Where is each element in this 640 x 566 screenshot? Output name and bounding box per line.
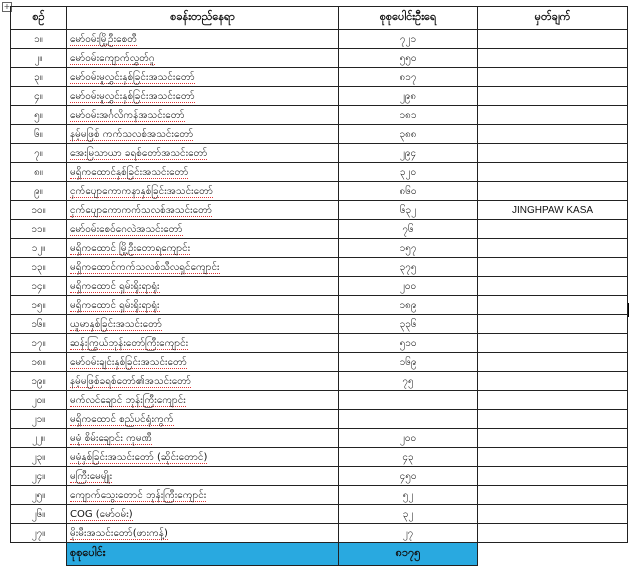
row-note[interactable] bbox=[478, 448, 628, 467]
row-count[interactable]: ၁၅၇ bbox=[339, 239, 478, 258]
row-note[interactable] bbox=[478, 334, 628, 353]
row-number[interactable]: ၂၆။ bbox=[11, 505, 67, 524]
row-note[interactable] bbox=[478, 125, 628, 144]
table-row bbox=[11, 30, 628, 49]
row-note[interactable] bbox=[478, 87, 628, 106]
row-number[interactable]: ၂၅။ bbox=[11, 486, 67, 505]
row-location[interactable] bbox=[67, 277, 339, 296]
total-label: စုစုပေါင်း bbox=[67, 543, 339, 566]
table-row bbox=[11, 125, 628, 144]
table-row bbox=[11, 201, 628, 220]
row-location[interactable] bbox=[67, 182, 339, 201]
row-count[interactable]: ၄၅၀ bbox=[339, 467, 478, 486]
table-row bbox=[11, 391, 628, 410]
row-location[interactable] bbox=[67, 125, 339, 144]
table-row bbox=[11, 106, 628, 125]
row-location[interactable] bbox=[67, 239, 339, 258]
row-location[interactable] bbox=[67, 201, 339, 220]
row-location-text: မော်ဝမ်းကျောက်လွှတ်ဂူ bbox=[70, 52, 155, 64]
row-count[interactable]: ၃၃၆ bbox=[339, 315, 478, 334]
row-count[interactable]: ၂၉၈ bbox=[339, 87, 478, 106]
row-location-text: မမုံနှစ်ခြင်းအသင်းတော် (ဆိုင်းတောင်) bbox=[70, 451, 208, 463]
row-note[interactable] bbox=[478, 49, 628, 68]
header-row bbox=[11, 7, 628, 30]
row-count[interactable]: ၄၃ bbox=[339, 448, 478, 467]
row-note[interactable] bbox=[478, 220, 628, 239]
row-note[interactable] bbox=[478, 353, 628, 372]
row-count[interactable]: ၁၈၁ bbox=[339, 106, 478, 125]
row-number[interactable]: ၆။ bbox=[11, 125, 67, 144]
table-row bbox=[11, 144, 628, 163]
row-note[interactable] bbox=[478, 315, 628, 334]
row-location-text: ဆန်းကြွယ်ဘုန်းတော်ကြီးကျောင်း bbox=[70, 337, 189, 349]
row-location[interactable] bbox=[67, 315, 339, 334]
row-count[interactable]: ၂၀၀ bbox=[339, 429, 478, 448]
row-note[interactable] bbox=[478, 182, 628, 201]
row-note[interactable] bbox=[478, 277, 628, 296]
total-row bbox=[11, 543, 628, 566]
row-location[interactable] bbox=[67, 68, 339, 87]
row-number[interactable]: ၈။ bbox=[11, 163, 67, 182]
row-location-text: COG (မော်ဝမ်း) bbox=[70, 508, 133, 520]
row-location[interactable] bbox=[67, 258, 339, 277]
row-number[interactable]: ၉။ bbox=[11, 182, 67, 201]
row-location-text: မရှိကထောင်ကက်သလစ်သီလရှင်ကျောင်း bbox=[70, 261, 220, 273]
row-location[interactable] bbox=[67, 334, 339, 353]
row-note[interactable] bbox=[478, 524, 628, 543]
row-location-text: မရှိကထောင်နှစ်ခြင်းအသင်းတော် bbox=[70, 166, 189, 178]
table-row bbox=[11, 315, 628, 334]
row-number[interactable]: ၅။ bbox=[11, 106, 67, 125]
row-count[interactable]: ၈၁၇ bbox=[339, 68, 478, 87]
row-number[interactable]: ၁၈။ bbox=[11, 353, 67, 372]
table-row bbox=[11, 182, 628, 201]
table-row bbox=[11, 486, 628, 505]
row-note[interactable] bbox=[478, 467, 628, 486]
table-move-handle-icon[interactable]: + bbox=[3, 2, 11, 11]
table-row bbox=[11, 467, 628, 486]
row-location[interactable] bbox=[67, 296, 339, 315]
table-row bbox=[11, 372, 628, 391]
table-row bbox=[11, 68, 628, 87]
row-number[interactable]: ၂၁။ bbox=[11, 410, 67, 429]
row-location[interactable] bbox=[67, 505, 339, 524]
row-location[interactable] bbox=[67, 144, 339, 163]
table-row bbox=[11, 410, 628, 429]
row-note[interactable] bbox=[478, 486, 628, 505]
row-location[interactable] bbox=[67, 524, 339, 543]
table-row bbox=[11, 258, 628, 277]
table-row bbox=[11, 448, 628, 467]
row-count[interactable]: ၅၁၀ bbox=[339, 334, 478, 353]
row-location[interactable] bbox=[67, 429, 339, 448]
row-location-text: နမ့်မဖြစ်ခရစ်တော်၏အသင်းတော် bbox=[70, 375, 192, 387]
row-number[interactable]: ၁၁။ bbox=[11, 220, 67, 239]
row-location[interactable] bbox=[67, 391, 339, 410]
row-location-text: မရှိကထောင် ရှမ်းရိုးရာရုံး bbox=[70, 280, 160, 292]
row-location-text: မရှိကထောင် မြို့ဦးတောရကျောင်း bbox=[70, 242, 191, 254]
row-location[interactable] bbox=[67, 486, 339, 505]
row-number[interactable]: ၁၄။ bbox=[11, 277, 67, 296]
row-location-text: မော်ဝမ်းမူလွှင်းနှစ်ခြင်းအသင်းတော် bbox=[70, 90, 195, 102]
row-note[interactable] bbox=[478, 68, 628, 87]
row-location[interactable] bbox=[67, 30, 339, 49]
row-location[interactable] bbox=[67, 220, 339, 239]
row-note[interactable] bbox=[478, 258, 628, 277]
text-cursor bbox=[628, 303, 629, 317]
row-count[interactable]: ၂၀၀ bbox=[339, 277, 478, 296]
row-number[interactable]: ၂၃။ bbox=[11, 448, 67, 467]
row-number[interactable]: ၁၉။ bbox=[11, 372, 67, 391]
row-count[interactable]: ၁၆၉ bbox=[339, 353, 478, 372]
row-number[interactable]: ၁၀။ bbox=[11, 201, 67, 220]
row-count[interactable]: ၃၇၅ bbox=[339, 258, 478, 277]
row-number[interactable]: ၃။ bbox=[11, 68, 67, 87]
row-location[interactable] bbox=[67, 353, 339, 372]
row-location-text: ငှက်ပျောကောကနာနှစ်ခြင်းအသင်းတော် bbox=[70, 185, 213, 197]
row-location-text: မမုံ စိမ်းချောင်း ကုမဏီ bbox=[70, 432, 152, 444]
row-note[interactable] bbox=[478, 410, 628, 429]
row-note[interactable] bbox=[478, 30, 628, 49]
row-number[interactable]: ၂၂။ bbox=[11, 429, 67, 448]
row-count[interactable] bbox=[339, 410, 478, 429]
row-count[interactable]: ၃၂၀ bbox=[339, 163, 478, 182]
row-count[interactable]: ၃၈၈ bbox=[339, 125, 478, 144]
row-note[interactable] bbox=[478, 144, 628, 163]
row-note[interactable]: JINGHPAW KASA bbox=[478, 201, 628, 220]
table-row bbox=[11, 163, 628, 182]
row-location[interactable] bbox=[67, 163, 339, 182]
row-count[interactable]: ၆၃၂ bbox=[339, 201, 478, 220]
table-row bbox=[11, 505, 628, 524]
row-location-text: ငှက်ပျောကောကက်သလစ်အသင်းတော် bbox=[70, 204, 212, 216]
header-no: စဉ် bbox=[11, 7, 67, 30]
row-note[interactable] bbox=[478, 391, 628, 410]
row-count[interactable]: ၃၂ bbox=[339, 505, 478, 524]
row-location-text: မော်ဝမ်းစေဝ်ဂေလဲအသင်းတော် bbox=[70, 223, 183, 235]
row-number[interactable]: ၇။ bbox=[11, 144, 67, 163]
row-number[interactable]: ၂၇။ bbox=[11, 524, 67, 543]
row-location-text: အေးမြသာယာ ခရစ်တော်အသင်းတော် bbox=[70, 147, 208, 159]
table-row bbox=[11, 220, 628, 239]
row-note[interactable] bbox=[478, 106, 628, 125]
row-count[interactable]: ၇၅ bbox=[339, 372, 478, 391]
row-number[interactable]: ၄။ bbox=[11, 87, 67, 106]
header-note: မှတ်ချက် bbox=[478, 7, 628, 30]
table-row bbox=[11, 87, 628, 106]
row-note[interactable] bbox=[478, 239, 628, 258]
table-row bbox=[11, 49, 628, 68]
row-note[interactable] bbox=[478, 372, 628, 391]
row-location-text: မော်ဝမ်းချင်းနှစ်ခြင်းအသင်းတော် bbox=[70, 356, 187, 368]
total-blank-cell-2 bbox=[478, 543, 628, 566]
table-row bbox=[11, 353, 628, 372]
header-location: စခန်းတည်နေရာ bbox=[67, 7, 339, 30]
row-location[interactable] bbox=[67, 410, 339, 429]
row-location[interactable] bbox=[67, 372, 339, 391]
row-note[interactable] bbox=[478, 163, 628, 182]
row-location-text: နမ့်မဖြစ် ကက်သလစ်အသင်းတော် bbox=[70, 128, 194, 140]
row-location[interactable] bbox=[67, 467, 339, 486]
row-location[interactable] bbox=[67, 49, 339, 68]
row-count[interactable]: ၅၅၀ bbox=[339, 49, 478, 68]
row-number[interactable]: ၁၂။ bbox=[11, 239, 67, 258]
row-location-text: ကျောက်သွေးတောင် ဘုန်းကြီးကျောင်း bbox=[70, 489, 207, 501]
row-location-text: ယူမာနှစ်ခြင်းအသင်းတော် bbox=[70, 318, 162, 330]
total-blank-cell bbox=[11, 543, 67, 566]
table-row bbox=[11, 429, 628, 448]
table-row bbox=[11, 239, 628, 258]
row-number[interactable]: ၁၆။ bbox=[11, 315, 67, 334]
row-count[interactable]: ၁၈၉ bbox=[339, 296, 478, 315]
row-count[interactable] bbox=[339, 391, 478, 410]
row-location-text: မရှိကထောင် စည်ပင်ရုံးကွက် bbox=[70, 413, 174, 425]
total-value: ၈၁၇၅ bbox=[339, 543, 478, 566]
table-row bbox=[11, 334, 628, 353]
row-note[interactable] bbox=[478, 429, 628, 448]
row-location-text: မော်ဝမ်းမြို့ဦးစေတီ bbox=[70, 33, 137, 45]
table-row bbox=[11, 277, 628, 296]
row-note[interactable] bbox=[478, 505, 628, 524]
row-location-text: မရှိကထောင် ရှမ်းရိုးရာရုံး bbox=[70, 299, 160, 311]
row-location-text: မက်လင်ချောင် ဘုန်းကြီးကျောင်း bbox=[70, 394, 186, 406]
row-count[interactable]: ၂၉၄ bbox=[339, 144, 478, 163]
row-location-text: မော်ဝမ်းမူလွှင်းနှစ်ခြင်းအသင်းတော် bbox=[70, 71, 195, 83]
table-row bbox=[11, 524, 628, 543]
row-note[interactable] bbox=[478, 296, 628, 315]
row-location-text: မကြီးမေမျိုး bbox=[70, 470, 113, 482]
row-count[interactable]: ၂၇ bbox=[339, 524, 478, 543]
row-location[interactable] bbox=[67, 106, 339, 125]
registry-table bbox=[10, 6, 628, 566]
row-count[interactable]: ၈၆၀ bbox=[339, 182, 478, 201]
row-number[interactable]: ၁၅။ bbox=[11, 296, 67, 315]
row-location-text: မိုးမီးအသင်းတော်(ဖားကန့်) bbox=[70, 527, 168, 539]
row-number[interactable]: ၂၄။ bbox=[11, 467, 67, 486]
table-row bbox=[11, 296, 628, 315]
row-count[interactable]: ၇၂၁ bbox=[339, 30, 478, 49]
row-number[interactable]: ၂၀။ bbox=[11, 391, 67, 410]
row-number[interactable]: ၁၃။ bbox=[11, 258, 67, 277]
row-location-text: မော်ဝမ်းအင်္ဂလိကန်အသင်းတော် bbox=[70, 109, 185, 121]
row-count[interactable]: ၅၂ bbox=[339, 486, 478, 505]
row-number[interactable]: ၂။ bbox=[11, 49, 67, 68]
row-location[interactable] bbox=[67, 448, 339, 467]
row-location[interactable] bbox=[67, 87, 339, 106]
row-count[interactable]: ၇၆ bbox=[339, 220, 478, 239]
row-number[interactable]: ၁။ bbox=[11, 30, 67, 49]
row-number[interactable]: ၁၇။ bbox=[11, 334, 67, 353]
header-count: စုစုပေါင်းဦးရေ bbox=[339, 7, 478, 30]
